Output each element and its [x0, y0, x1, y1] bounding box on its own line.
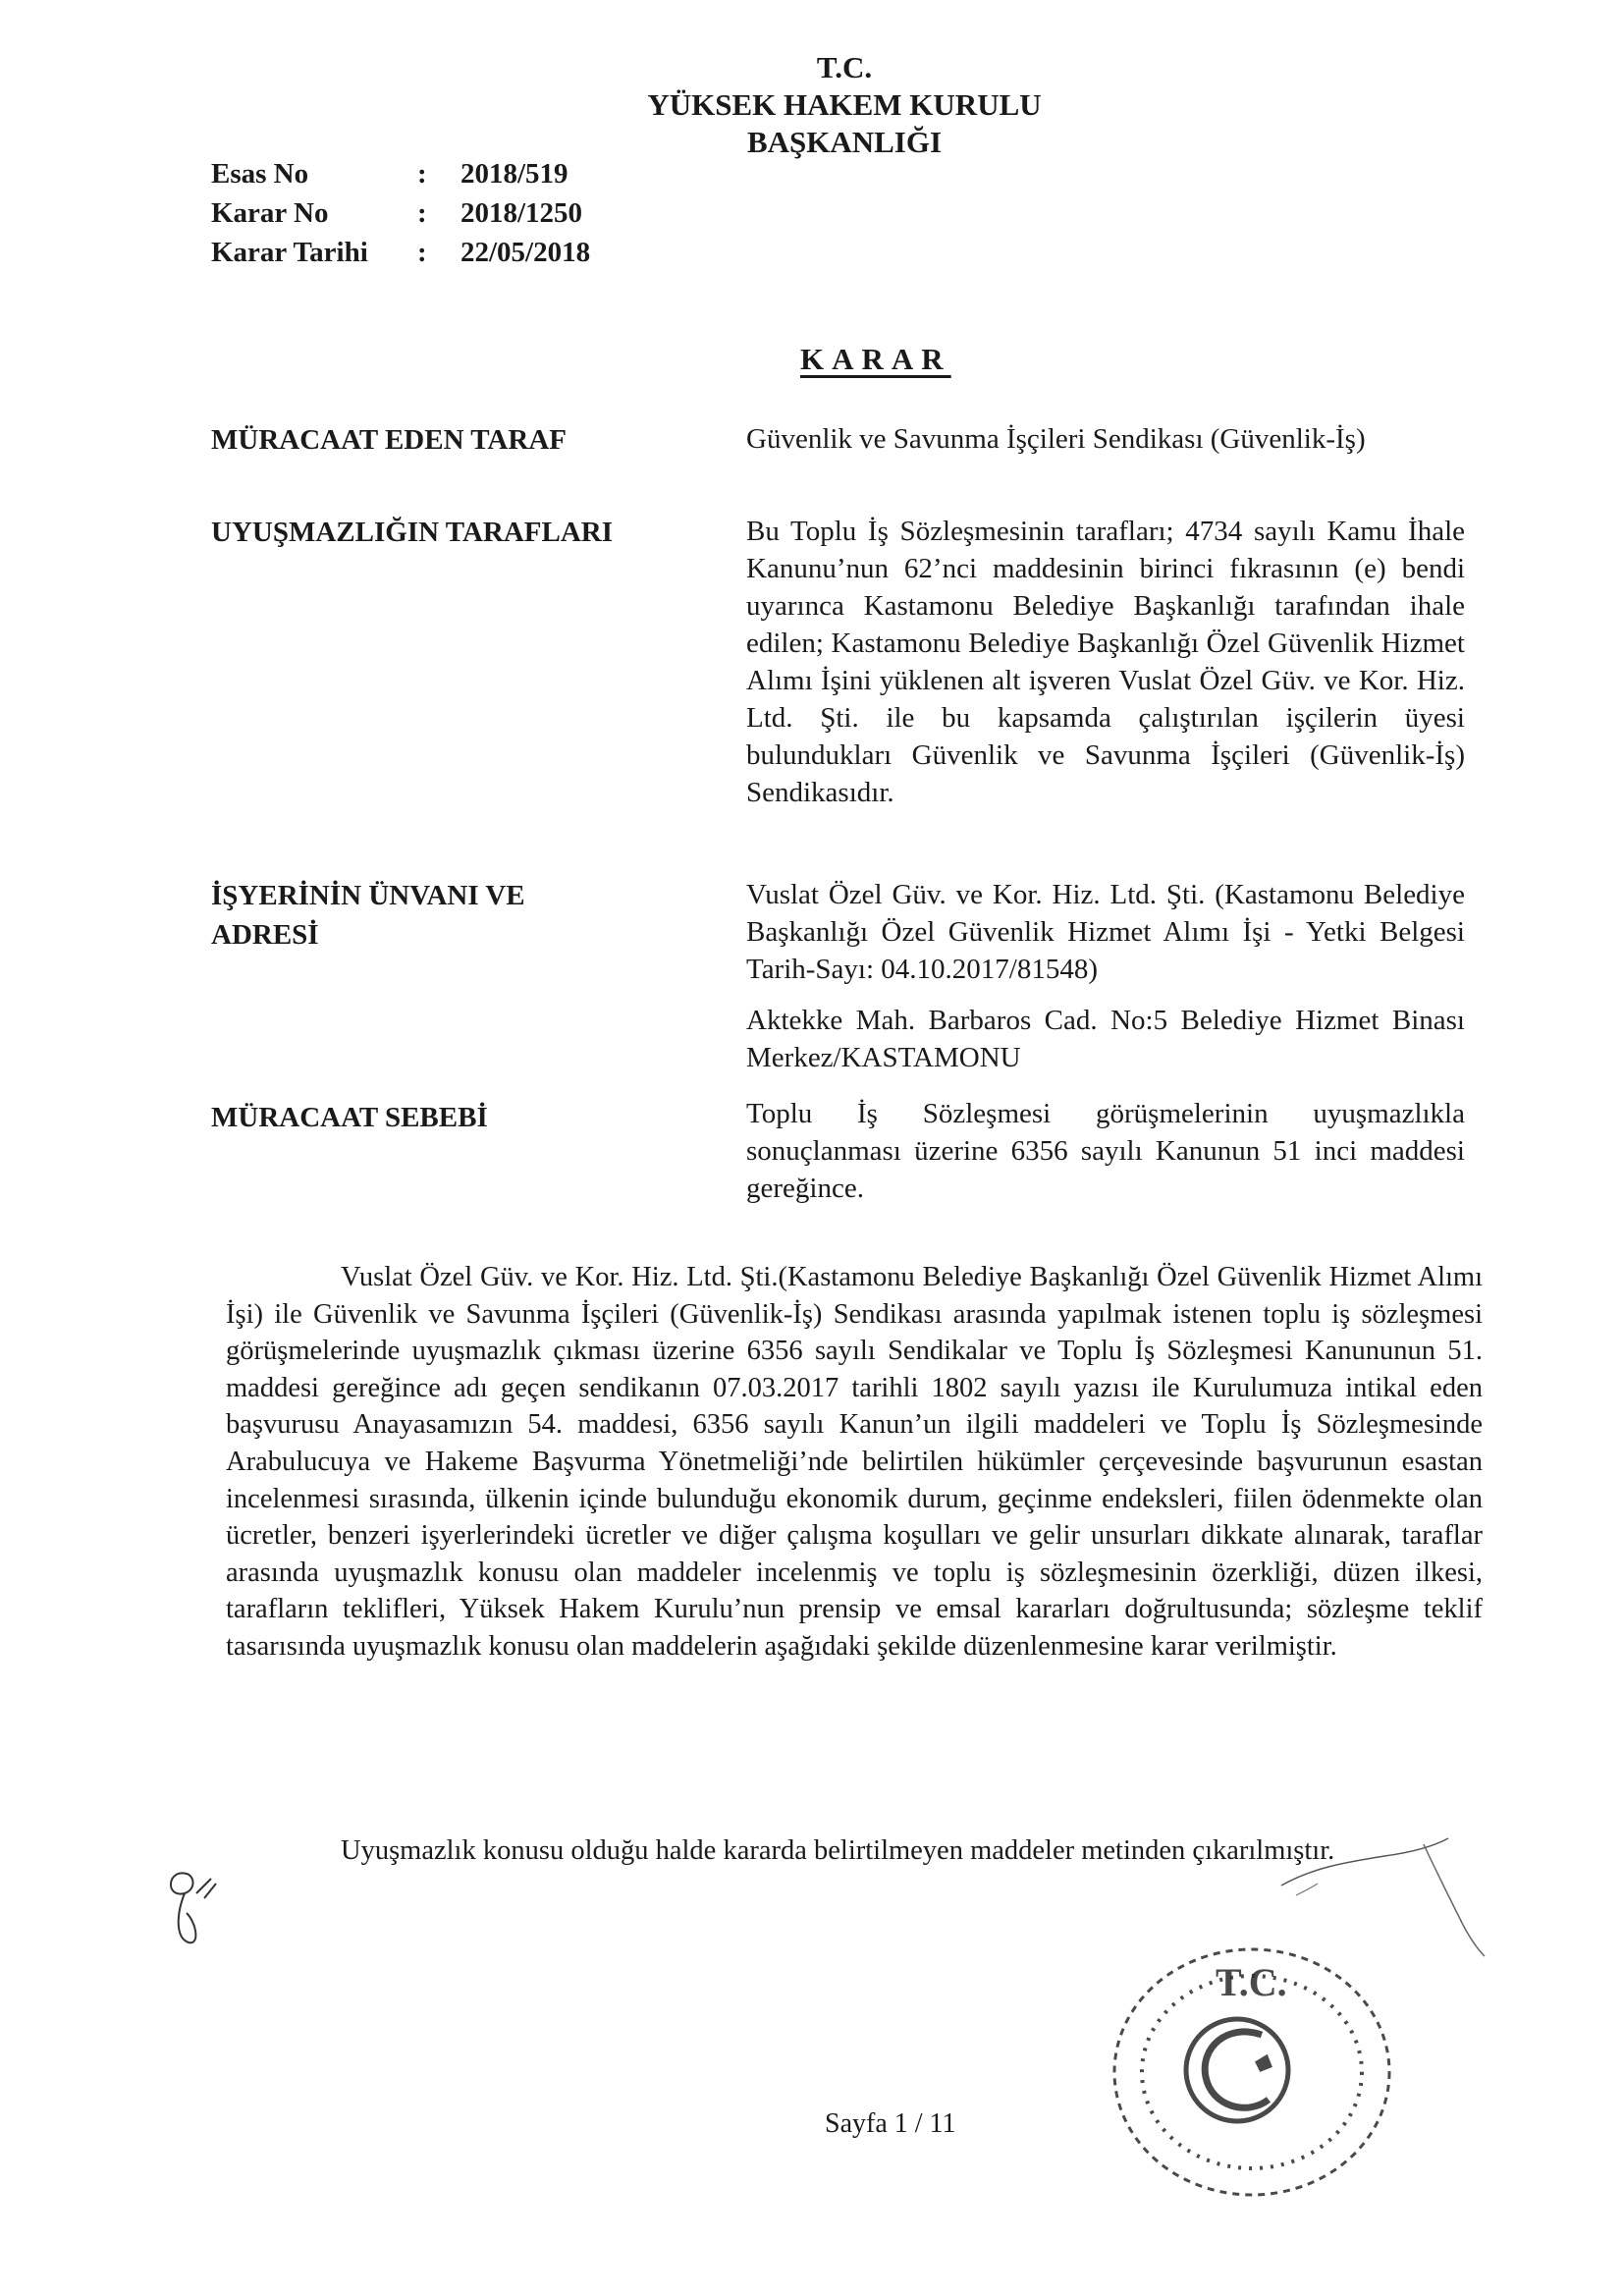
- institution-header: [550, 49, 1139, 161]
- meta-label: Karar Tarihi: [211, 237, 368, 268]
- case-metadata: [211, 154, 590, 272]
- body-paragraph: Vuslat Özel Güv. ve Kor. Hiz. Ltd. Şti.(Kastamonu Belediye Başkanlığı Özel Güvenlik Hizmet Alımı İşi) ile Güvenlik ve Savunma İşçileri (Güvenlik-İş) Sendikası arasında yapılmak istenen toplu iş sözleşmesi görüşmelerinde uyuşmazlık çıkması üzerine 6356 sayılı Sendikalar ve Toplu İş Sözleşmesi Kanununun 51. maddesi gereğince adı geçen sendikanın 07.03.2017 tarihli 1802 sayılı yazısı ile Kurulumuza intikal eden başvurusu Anayasamızın 54. maddesi, 6356 sayılı Kanun’un ilgili maddeleri ve Toplu İş Sözleşmesinde Arabulucuya ve Hakeme Başvurma Yönetmeliği’nde belirtilen hükümler çerçevesinde başvurunun esastan incelenmesi sırasında, ülkenin içinde bulunduğu ekonomik durum, geçinme endeksleri, fiilen ödenmekte olan ücretler, benzeri işyerlerindeki ücretler ve diğer çalışma koşulları ve gelir unsurları dikkate alınarak, taraflar arasında uyuşmazlık konusu olan maddeler incelenmiş ve toplu iş sözleşmesinin özerkliği, düzen ilkesi, tarafların teklifleri, Yüksek Hakem Kurulu’nun prensip ve emsal kararları doğrultusunda; sözleşme teklif tasarısında uyuşmazlık konusu olan maddelerin aşağıdaki şekilde düzenlenmesine karar verilmiştir.: [226, 1262, 1483, 1662]
- header-line-tc: T.C.: [816, 50, 873, 84]
- workplace-label: İŞYERİNİN ÜNVANI VE ADRESİ: [211, 880, 525, 951]
- official-seal-icon: [1090, 1925, 1414, 2229]
- applicant-value: Güvenlik ve Savunma İşçileri Sendikası (Güvenlik-İş): [746, 423, 1366, 455]
- meta-row-date: [211, 233, 590, 272]
- workplace-address: Aktekke Mah. Barbaros Cad. No:5 Belediye Hizmet Binası Merkez/KASTAMONU: [746, 1005, 1465, 1073]
- meta-value: 2018/519: [460, 158, 568, 190]
- document-title: KARAR: [800, 342, 951, 376]
- header-line-presidency: BAŞKANLIĞI: [746, 125, 943, 159]
- workplace-value: Vuslat Özel Güv. ve Kor. Hiz. Ltd. Şti. (Kastamonu Belediye Başkanlığı Özel Güvenlik Hizmet Alımı İşi - Yetki Belgesi Tarih-Sayı: 04.10.2017/81548): [746, 879, 1465, 985]
- meta-separator: :: [417, 237, 427, 268]
- applicant-label: MÜRACAAT EDEN TARAF: [211, 424, 567, 456]
- meta-row-karar: [211, 193, 590, 233]
- meta-separator: :: [417, 197, 427, 229]
- meta-value: 2018/1250: [460, 197, 583, 229]
- page-number: Sayfa 1 / 11: [825, 2108, 956, 2139]
- meta-row-esas: [211, 154, 590, 193]
- header-line-council: YÜKSEK HAKEM KURULU: [647, 87, 1042, 122]
- body-paragraph: Uyuşmazlık konusu olduğu halde kararda belirtilmeyen maddeler metinden çıkarılmıştır.: [341, 1835, 1335, 1866]
- meta-label: Karar No: [211, 197, 329, 229]
- meta-value: 22/05/2018: [460, 237, 591, 268]
- dispute-parties-label: UYUŞMAZLIĞIN TARAFLARI: [211, 517, 614, 548]
- meta-separator: :: [417, 158, 427, 190]
- reason-value: Toplu İş Sözleşmesi görüşmelerinin uyuşmazlıkla sonuçlanması üzerine 6356 sayılı Kanunun 51 inci maddesi gereğince.: [746, 1098, 1465, 1204]
- dispute-parties-value: Bu Toplu İş Sözleşmesinin tarafları; 4734 sayılı Kamu İhale Kanunu’nun 62’nci maddesinin birinci fıkrasının (e) bendi uyarınca Kastamonu Belediye Başkanlığı tarafından ihale edilen; Kastamonu Belediye Başkanlığı Özel Güvenlik Hizmet Alımı İşini yüklenen alt işveren Vuslat Özel Güv. ve Kor. Hiz. Ltd. Şti. ile bu kapsamda çalıştırılan işçilerin üyesi bulundukları Güvenlik ve Savunma İşçileri (Güvenlik-İş) Sendikasıdır.: [746, 516, 1465, 808]
- reason-label: MÜRACAAT SEBEBİ: [211, 1102, 488, 1133]
- handwritten-initial-icon: [157, 1854, 226, 1952]
- meta-label: Esas No: [211, 158, 309, 190]
- svg-text:T.C.: T.C.: [1216, 1960, 1287, 2004]
- decision-body: [226, 1259, 1483, 1666]
